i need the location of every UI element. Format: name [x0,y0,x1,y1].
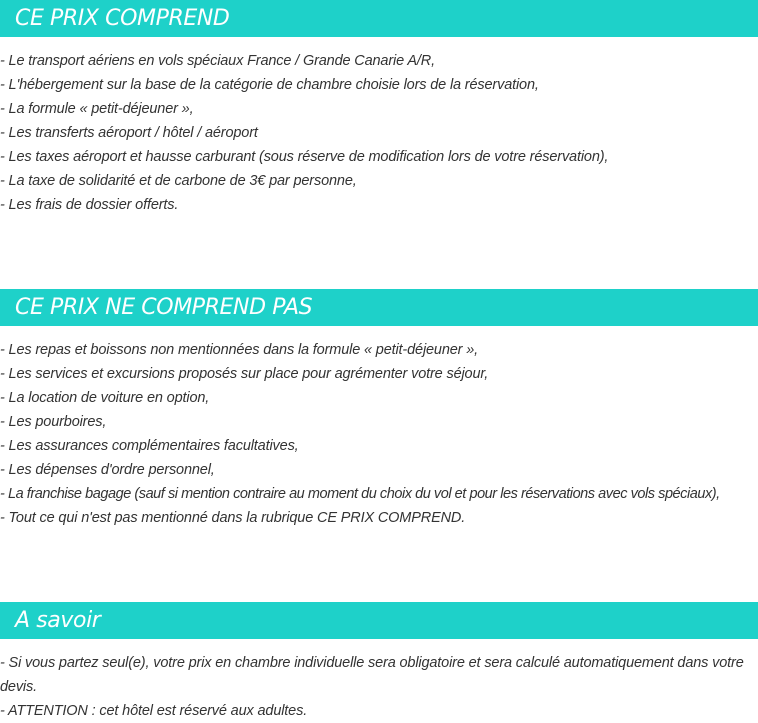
section-header [0,0,758,37]
list-item: - Les frais de dossier offerts. [0,197,179,213]
section-title: CE PRIX COMPREND [15,5,230,31]
list-item: - Les taxes aéroport et hausse carburant (sous réserve de modification lors de votre réservation), [0,149,609,165]
list-item: - Si vous partez seul(e), votre prix en chambre individuelle sera obligatoire et sera calculé automatiquement dans votre devis. [0,655,744,695]
list-item: - L'hébergement sur la base de la catégorie de chambre choisie lors de la réservation, [0,77,539,93]
included-list [0,49,758,217]
list-item: - La taxe de solidarité et de carbone de 3€ par personne, [0,173,357,189]
list-item: - Les repas et boissons non mentionnées dans la formule « petit-déjeuner », [0,342,479,358]
list-item: - Les assurances complémentaires facultatives, [0,438,299,454]
section-header [0,289,758,326]
section-price-excludes [0,289,758,530]
section-title: CE PRIX NE COMPREND PAS [15,294,313,320]
list-item: - Le transport aériens en vols spéciaux France / Grande Canarie A/R, [0,53,435,69]
list-item: - La formule « petit-déjeuner », [0,101,194,117]
section-good-to-know [0,602,758,723]
list-item: - Les dépenses d'ordre personnel, [0,462,215,478]
section-title: A savoir [15,607,101,633]
list-item: - La franchise bagage (sauf si mention contraire au moment du choix du vol et pour les réservations avec vols spéciaux), [0,486,720,502]
section-price-includes [0,0,758,217]
list-item: - Les transferts aéroport / hôtel / aéroport [0,125,258,141]
list-item: - La location de voiture en option, [0,390,210,406]
excluded-list [0,338,758,530]
section-header [0,602,758,639]
list-item: - Les services et excursions proposés sur place pour agrémenter votre séjour, [0,366,489,382]
list-item: - ATTENTION : cet hôtel est réservé aux adultes. [0,703,308,719]
list-item: - Les pourboires, [0,414,107,430]
list-item: - Tout ce qui n'est pas mentionné dans la rubrique CE PRIX COMPREND. [0,510,466,526]
info-list [0,651,758,723]
